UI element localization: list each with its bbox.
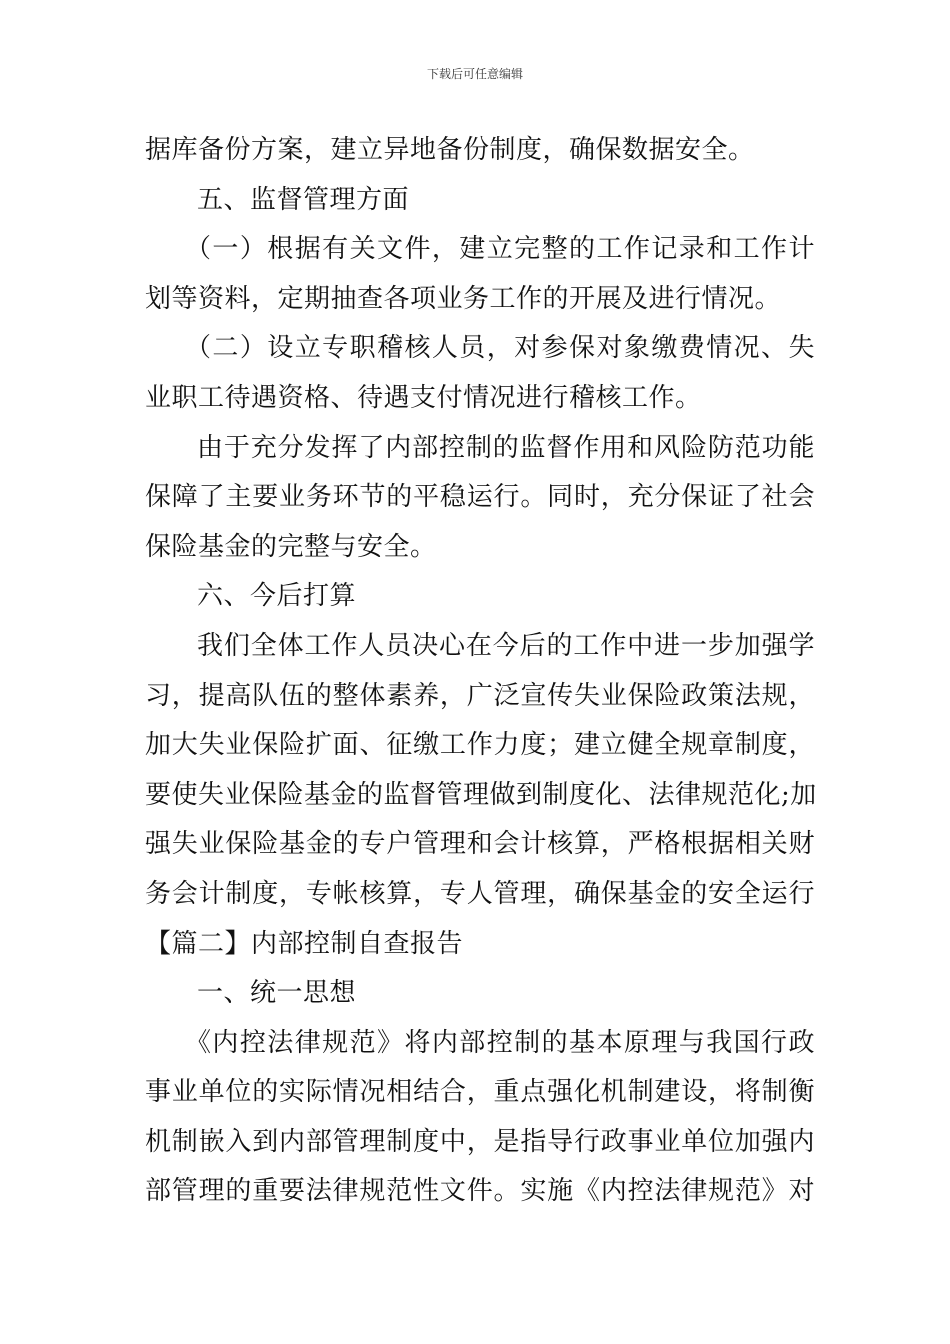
- text-line: 《内控法律规范》将内部控制的基本原理与我国行政: [185, 1027, 815, 1058]
- text-line: 机制嵌入到内部管理制度中，是指导行政事业单位加强内: [145, 1126, 815, 1157]
- text-line: 加大失业保险扩面、征缴工作力度；建立健全规章制度，: [145, 730, 815, 761]
- text-line: 强失业保险基金的专户管理和会计核算，严格根据相关财: [145, 829, 815, 860]
- section-heading: 一、统一思想: [197, 978, 357, 1009]
- text-line: 据库备份方案，建立异地备份制度，确保数据安全。: [145, 135, 755, 165]
- text-line: （二）设立专职稽核人员，对参保对象缴费情况、失: [185, 333, 815, 364]
- text-line: 部管理的重要法律规范性文件。实施《内控法律规范》对: [145, 1176, 815, 1207]
- section-heading: 六、今后打算: [197, 581, 357, 612]
- text-line: 由于充分发挥了内部控制的监督作用和风险防范功能: [197, 432, 815, 463]
- text-line: 务会计制度，专帐核算，专人管理，确保基金的安全运行: [145, 878, 815, 909]
- text-line: 事业单位的实际情况相结合，重点强化机制建设，将制衡: [145, 1077, 815, 1108]
- page-header: 下载后可任意编辑: [426, 67, 523, 81]
- chapter-title: 【篇二】内部控制自查报告: [145, 928, 464, 959]
- text-line: （一）根据有关文件，建立完整的工作记录和工作计: [185, 234, 815, 265]
- text-line: 划等资料，定期抽查各项业务工作的开展及进行情况。: [145, 283, 782, 314]
- text-line: 要使失业保险基金的监督管理做到制度化、法律规范化;加: [145, 779, 817, 810]
- text-line: 保障了主要业务环节的平稳运行。同时，充分保证了社会: [145, 482, 815, 513]
- text-line: 业职工待遇资格、待遇支付情况进行稽核工作。: [145, 382, 702, 413]
- section-heading: 五、监督管理方面: [197, 184, 410, 215]
- document-body: [145, 126, 815, 1217]
- text-line: 我们全体工作人员决心在今后的工作中进一步加强学: [197, 630, 815, 661]
- text-line: 习，提高队伍的整体素养，广泛宣传失业保险政策法规，: [145, 680, 815, 711]
- text-line: 保险基金的完整与安全。: [145, 531, 437, 562]
